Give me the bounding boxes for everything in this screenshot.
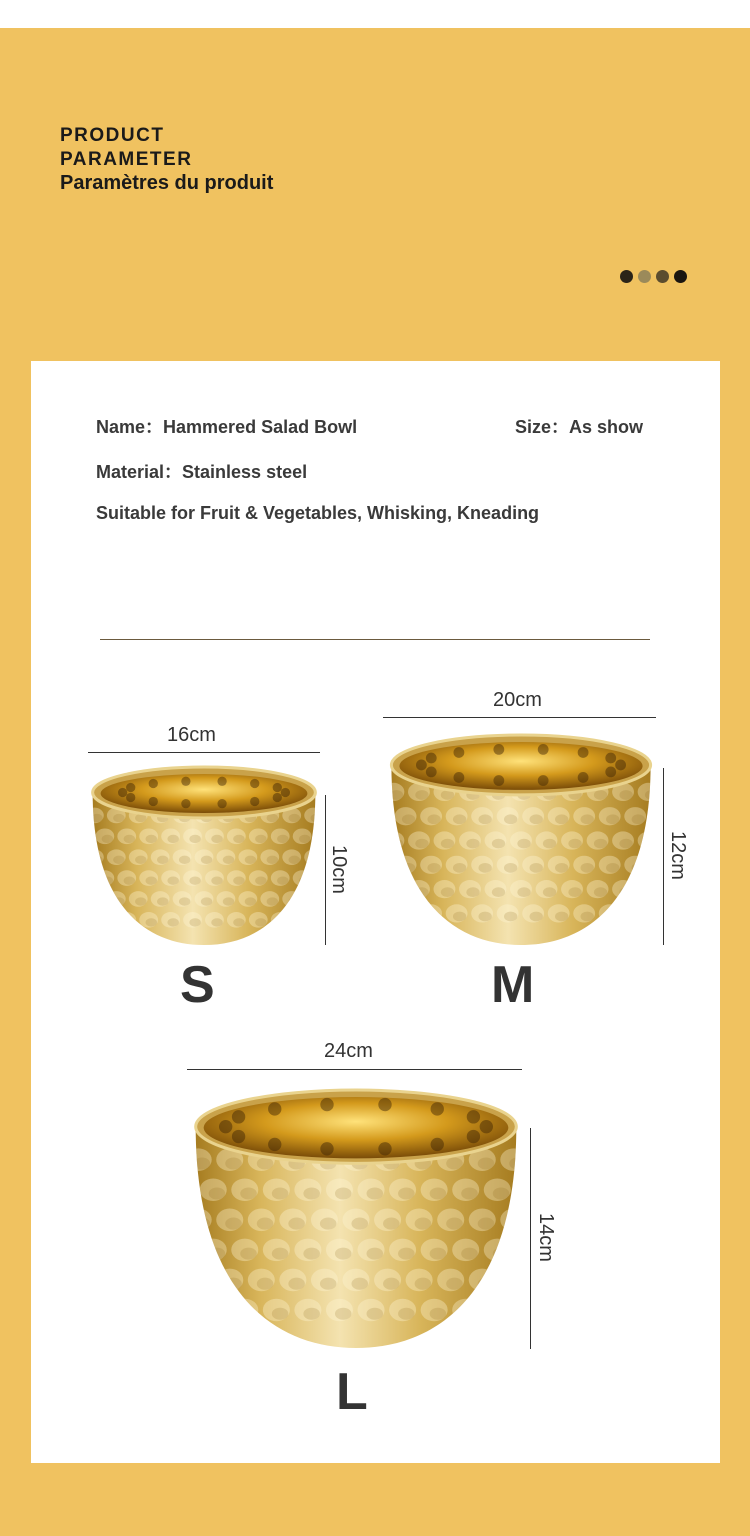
l-width-label: 24cm — [324, 1040, 373, 1062]
decorative-dots — [620, 270, 687, 283]
divider — [100, 639, 650, 640]
dot-2 — [638, 270, 651, 283]
s-height-line — [325, 795, 326, 945]
medium-bowl-image — [386, 733, 656, 947]
m-height-label: 12cm — [666, 831, 689, 880]
material-label: Material： — [96, 462, 183, 482]
section-subtitle: Paramètres du produit — [60, 172, 274, 194]
title-line-2: PARAMETER — [60, 149, 193, 170]
m-width-label: 20cm — [493, 689, 542, 711]
dot-1 — [620, 270, 633, 283]
material-row — [96, 458, 307, 484]
s-height-label: 10cm — [327, 845, 350, 894]
material-value: Stainless steel — [182, 462, 308, 482]
name-label: Name： — [96, 417, 164, 437]
size-l-label: L — [336, 1363, 368, 1421]
size-m-label: M — [491, 956, 535, 1014]
section-title — [60, 124, 192, 172]
title-line-1: PRODUCT — [60, 125, 165, 146]
m-height-line — [663, 768, 664, 945]
s-width-label: 16cm — [167, 724, 216, 746]
m-width-line — [383, 717, 656, 718]
name-row — [96, 413, 357, 439]
size-row — [515, 413, 643, 439]
large-bowl-image — [189, 1088, 523, 1350]
size-label: Size： — [515, 417, 570, 437]
name-value: Hammered Salad Bowl — [163, 417, 358, 437]
l-height-line — [530, 1128, 531, 1349]
l-width-line — [187, 1069, 522, 1070]
small-bowl-image — [88, 765, 320, 947]
size-value: As show — [569, 417, 644, 437]
dot-4 — [674, 270, 687, 283]
size-s-label: S — [180, 956, 215, 1014]
l-height-label: 14cm — [534, 1213, 557, 1262]
dot-3 — [656, 270, 669, 283]
suitable-row: Suitable for Fruit & Vegetables, Whisking, Kneading — [96, 503, 540, 523]
s-width-line — [88, 752, 320, 753]
